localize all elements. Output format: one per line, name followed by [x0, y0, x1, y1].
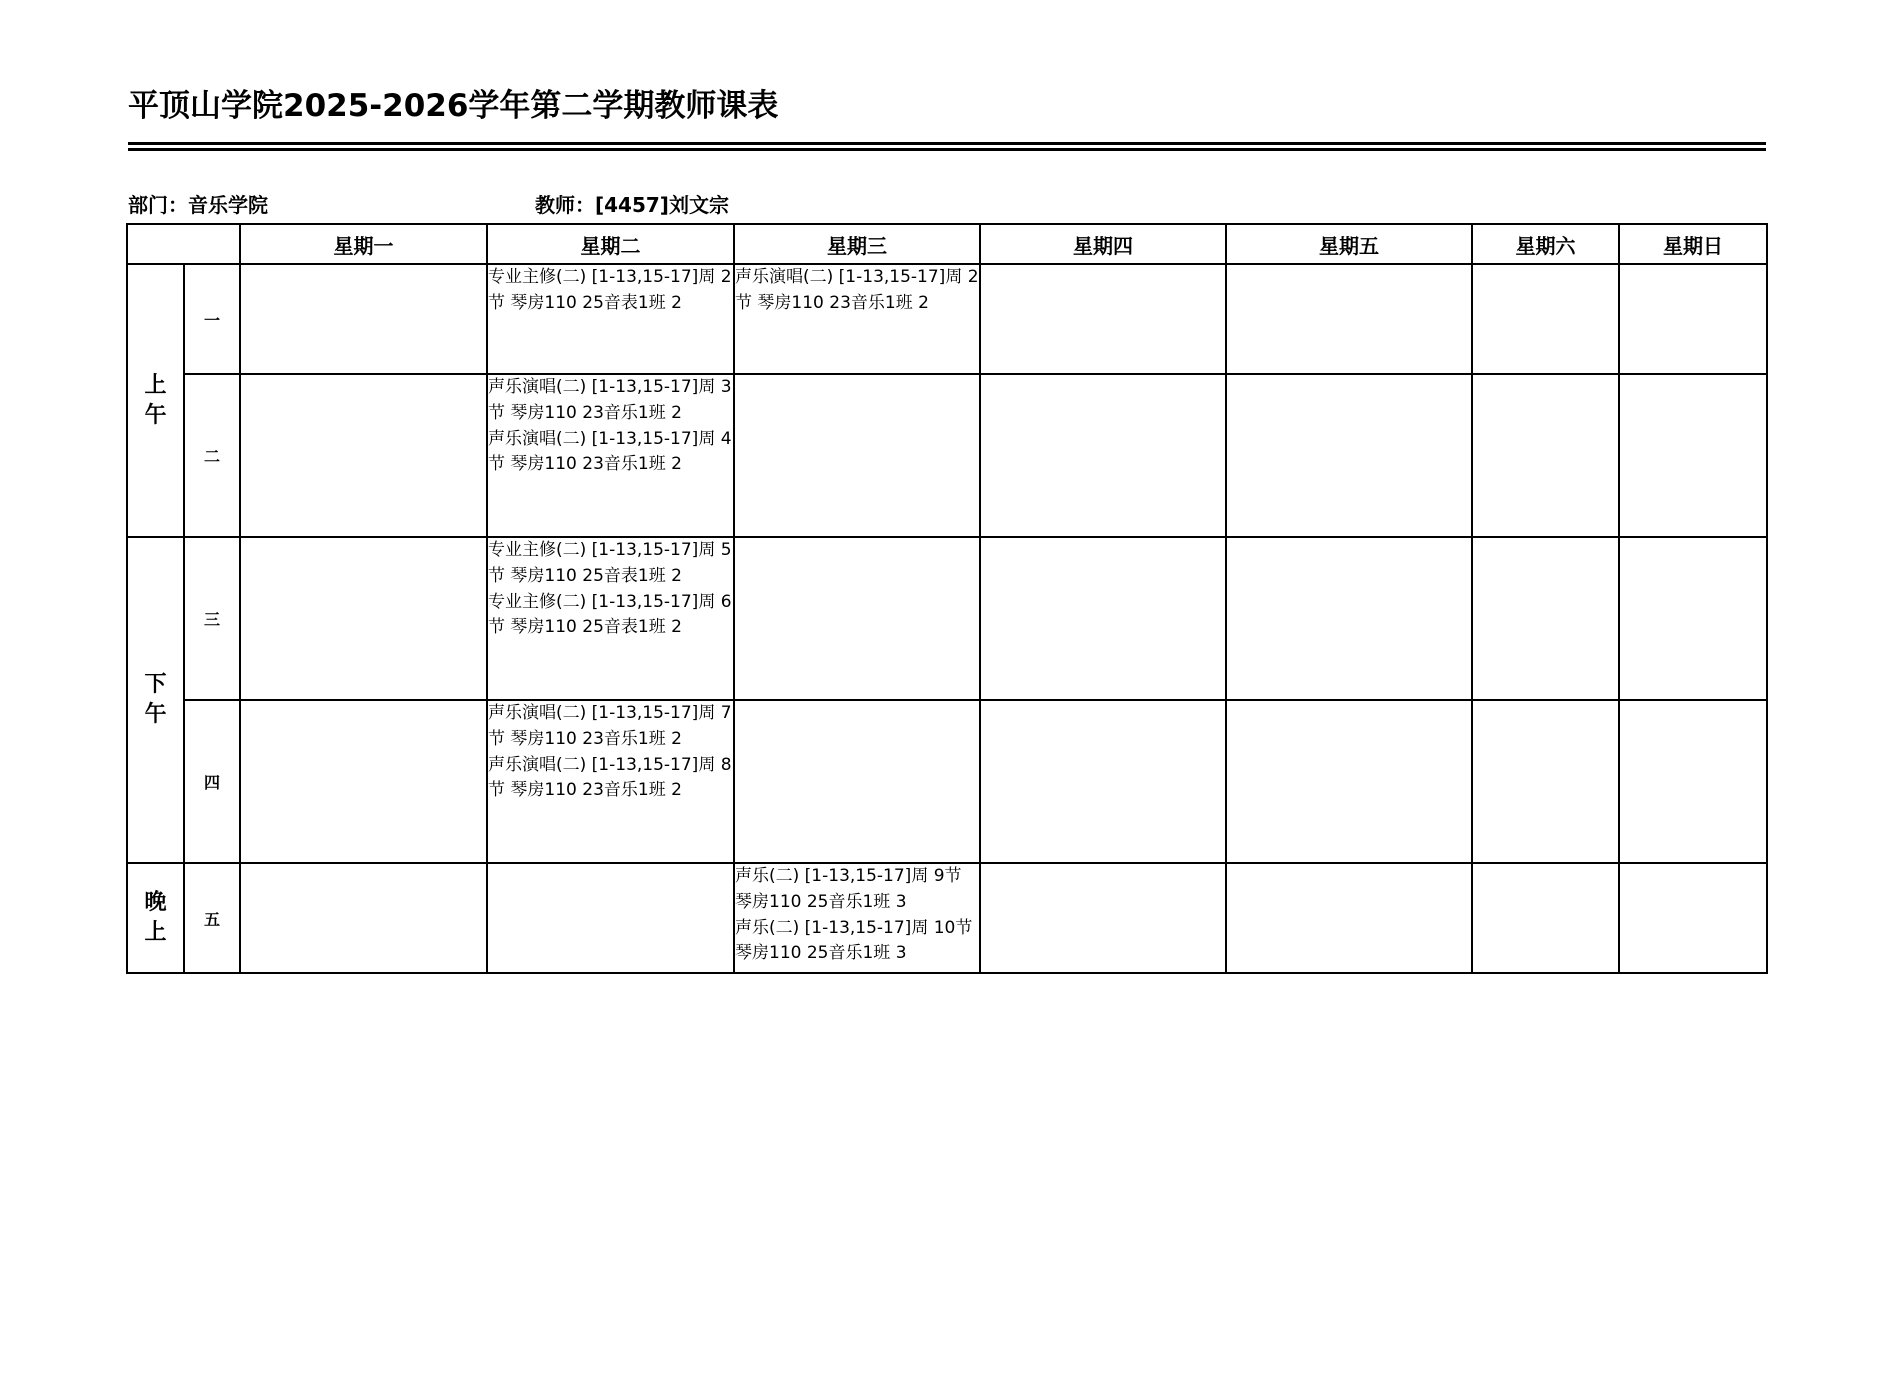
period-number-1: 一 — [184, 264, 240, 374]
cell-p1-sun — [1619, 264, 1767, 374]
cell-p3-fri — [1226, 537, 1472, 700]
cell-p1-sat — [1472, 264, 1619, 374]
period-row-3 — [127, 537, 1767, 700]
course-entry: 专业主修(二) [1-13,15-17]周 5节 琴房110 25音表1班 2 — [488, 540, 732, 586]
day-header-thursday: 星期四 — [980, 224, 1226, 264]
cell-p4-sat — [1472, 700, 1619, 863]
cell-p5-sun — [1619, 863, 1767, 973]
cell-p3-sat — [1472, 537, 1619, 700]
period-number-4: 四 — [184, 700, 240, 863]
course-entry: 声乐(二) [1-13,15-17]周 9节 琴房110 25音乐1班 3 — [735, 866, 962, 912]
cell-p5-fri — [1226, 863, 1472, 973]
group-afternoon — [127, 537, 184, 863]
cell-p3-wed — [734, 537, 980, 700]
course-entry: 声乐演唱(二) [1-13,15-17]周 3节 琴房110 23音乐1班 2 — [488, 377, 732, 423]
cell-p5-mon — [240, 863, 487, 973]
period-number-5: 五 — [184, 863, 240, 973]
title-divider — [128, 142, 1766, 151]
cell-p4-tue — [487, 700, 734, 863]
course-entry: 声乐(二) [1-13,15-17]周 10节 琴房110 25音乐1班 3 — [735, 917, 973, 964]
cell-p4-thu — [980, 700, 1226, 863]
cell-p1-fri — [1226, 264, 1472, 374]
cell-p4-wed — [734, 700, 980, 863]
period-number-3: 三 — [184, 537, 240, 700]
cell-p2-mon — [240, 374, 487, 537]
cell-p1-mon — [240, 264, 487, 374]
period-number-2: 二 — [184, 374, 240, 537]
cell-p2-sat — [1472, 374, 1619, 537]
cell-p1-thu — [980, 264, 1226, 374]
cell-p4-sun — [1619, 700, 1767, 863]
day-header-wednesday: 星期三 — [734, 224, 980, 264]
cell-p5-sat — [1472, 863, 1619, 973]
cell-p2-thu — [980, 374, 1226, 537]
period-row-4 — [127, 700, 1767, 863]
course-entry: 声乐演唱(二) [1-13,15-17]周 4节 琴房110 23音乐1班 2 — [488, 428, 732, 475]
cell-p3-sun — [1619, 537, 1767, 700]
day-header-saturday: 星期六 — [1472, 224, 1619, 264]
course-entry: 声乐演唱(二) [1-13,15-17]周 7节 琴房110 23音乐1班 2 — [488, 703, 732, 749]
cell-p5-thu — [980, 863, 1226, 973]
period-row-5 — [127, 863, 1767, 973]
cell-p3-tue — [487, 537, 734, 700]
day-header-tuesday: 星期二 — [487, 224, 734, 264]
cell-p1-tue — [487, 264, 734, 374]
day-header-sunday: 星期日 — [1619, 224, 1767, 264]
teacher-label: 教师：[4457]刘文宗 — [535, 193, 729, 217]
group-morning-label: 上午 — [144, 372, 167, 428]
page-title: 平顶山学院2025-2026学年第二学期教师课表 — [128, 88, 779, 124]
cell-p1-wed — [734, 264, 980, 374]
group-afternoon-label: 下午 — [144, 672, 167, 727]
day-header-friday: 星期五 — [1226, 224, 1472, 264]
cell-p5-tue — [487, 863, 734, 973]
cell-p2-sun — [1619, 374, 1767, 537]
cell-p4-fri — [1226, 700, 1472, 863]
header-row — [127, 224, 1767, 264]
corner-cell — [127, 224, 240, 264]
course-entry: 声乐演唱(二) [1-13,15-17]周 8节 琴房110 23音乐1班 2 — [488, 754, 732, 801]
cell-p3-thu — [980, 537, 1226, 700]
cell-p2-tue — [487, 374, 734, 537]
cell-p3-mon — [240, 537, 487, 700]
cell-p2-wed — [734, 374, 980, 537]
course-entry: 专业主修(二) [1-13,15-17]周 2节 琴房110 25音表1班 2 — [488, 267, 732, 313]
group-morning — [127, 264, 184, 537]
period-row-1 — [127, 264, 1767, 374]
group-evening — [127, 863, 184, 973]
period-row-2 — [127, 374, 1767, 537]
day-header-monday: 星期一 — [240, 224, 487, 264]
cell-p5-wed — [734, 863, 980, 973]
course-entry: 专业主修(二) [1-13,15-17]周 6节 琴房110 25音表1班 2 — [488, 591, 732, 638]
course-entry: 声乐演唱(二) [1-13,15-17]周 2节 琴房110 23音乐1班 2 — [735, 267, 979, 313]
department-label: 部门：音乐学院 — [128, 193, 268, 217]
cell-p2-fri — [1226, 374, 1472, 537]
timetable — [126, 223, 1768, 974]
group-evening-label: 晚上 — [144, 890, 167, 945]
cell-p4-mon — [240, 700, 487, 863]
